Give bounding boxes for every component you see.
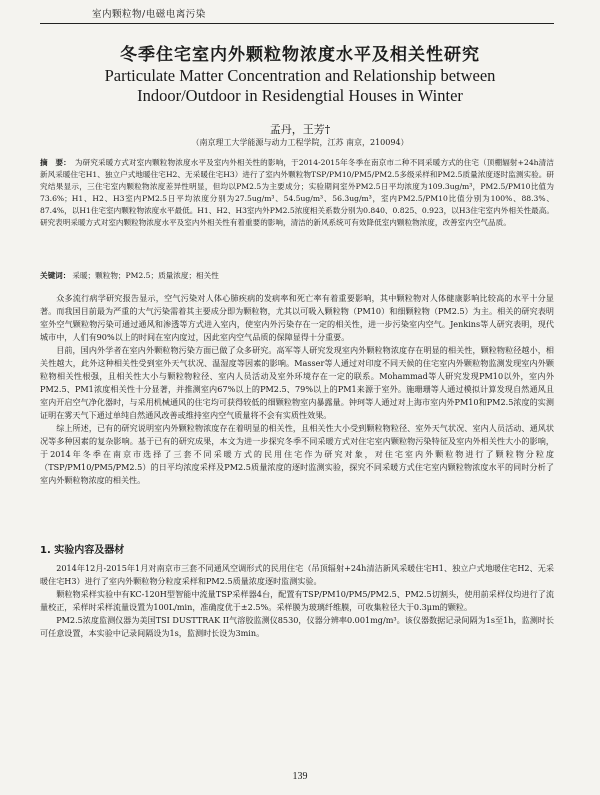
section-paragraph-2: 颗粒物采样实验中有KC-120H型智能中流量TSP采样器4台，配置有TSP/PM10/PM5/PM2.5、PM2.5切割头，使用前采样仪均进行了流量校正，采样时采样流量设置为100L/min，准确度优于±2.5%。采样膜为玻璃纤维膜，可收集粒径大于0.3μm的颗粒。 [40,589,554,612]
header-category: 室内颗粒物/电磁电离污染 [92,9,206,20]
intro-paragraph-2: 目前，国内外学者在室内外颗粒物污染方面已做了众多研究。高军等人研究发现室内外颗粒物浓度存在明显的相关性，颗粒物粒径越小，相关性越大，此外这种相关性受到室外天气状况、温湿度等因素的影响。Masser等人通过对印度不同天候的住宅室内外颗粒物监测发现室内外颗粒物相关性根强，且相关性大小与颗粒物粒径、室内人员活动及室外环境存在一定的联系。Mohammad等人研究发现PM10以外，室内外PM2.5、PM1浓度相关性十分显著，并推测室内67%以上的PM2.5、79%以上的PM1来源于室外。施珊珊等人通过模拟计算发现自然通风且室内开启空气净化器时，与采用机械通风的住宅均可获得较低的细颗粒物室内暴露量。钟珂等人通过对上海市室内外PM10和PM2.5浓度的实测证明在雾天气下通过单纯自然通风改善或维持室内空气质量将不会有实质性效果。 [40,345,554,420]
title-english-line-1: Particulate Matter Concentration and Relationship between [104,66,496,85]
authors: 孟丹，王芳† [269,123,331,136]
page-number: 139 [292,771,308,782]
section-1-body [40,562,554,640]
keywords [40,270,554,281]
title-english [0,66,600,106]
keywords-label: 关键词： [40,271,71,280]
abstract-text: 为研究采暖方式对室内颗粒物浓度水平及室内外相关性的影响，于2014-2015年冬季在南京市二种不同采暖方式的住宅（顶棚辐射+24h清洁新风采暖住宅H1、独立户式地暖住宅H2、无采暖住宅H3）进行了室内外颗粒物TSP/PM10/PM5/PM2.5多级采样和PM2.5质量浓度逐时监测实验。研究结果显示，三住宅室内颗粒物浓度差异性明显，但均以PM2.5为主要成分；实验期间室外PM2.5日平均浓度为109.3ug/m³，PM2.5/PM10比值为73.6%；H1、H2、H3室内PM2.5日平均浓度分别为27.5ug/m³、54.5ug/m³、56.3ug/m³，室内PM2.5/PM10比值分别为100%、88.3%、87.4%，以H1住宅室内颗粒物浓度水平最低。H1、H2、H3室内外PM2.5浓度相关系数分别为0.840、0.825、0.923，以H3住宅室内外相关性最高。研究表明采暖方式对室内颗粒物浓度水平及室内外相关性有着重要的影响，清洁的新风系统可有效降低室内颗粒物浓度，改善室内空气品质。 [40,158,554,228]
title-english-line-2: Indoor/Outdoor in Residengtial Houses in Winter [137,86,463,105]
intro-paragraph-1: 众多流行病学研究报告显示，空气污染对人体心肺疾病的发病率和死亡率有着重要影响，其中颗粒物对人体健康影响比较高的水平十分显著。而我国目前最为严重的大气污染需着其主要成分即为颗粒物，尤其以可吸入颗粒物（PM10）和细颗粒物（PM2.5）为主。相关的研究表明室外空气颗粒物污染可通过通风和渗透等方式进入室内，使室内外污染存在一定的相关性，进一步污染室内空气。Jenkins等人研究表明，现代城市中，人们有90%以上的时间在室内度过，因此室内空气品质的保障显得十分重要。 [40,293,554,342]
intro-paragraph-3: 综上所述，已有的研究说明室内外颗粒物浓度存在着明显的相关性，且相关性大小受到颗粒物粒径、室外天气状况、室内人员活动、通风状况等多种因素的复杂影响。基于已有的研究成果，本文为进一步探究冬季不同采暖方式对住宅室内颗粒物污染特征及室内外相关性大小的影响，于2014年冬季在南京市选择了三套不同采暖方式的民用住宅作为研究对象，对住宅室内外颗粒物进行了颗粒物分粒度（TSP/PM10/PM5/PM2.5）的日平均浓度采样及PM2.5质量浓度的逐时监测实验，探究不同采暖方式住宅室内颗粒物浓度水平的同时分析了室内外颗粒物浓度的相关性。 [40,423,554,485]
running-header [40,6,554,24]
affiliation: （南京理工大学能源与动力工程学院，江苏 南京，210094） [191,138,409,147]
introduction [40,292,554,487]
abstract [40,157,554,230]
keywords-text: 采暖；颗粒物；PM2.5；质量浓度；相关性 [72,271,219,280]
section-heading: 1. 实验内容及器材 [40,545,125,556]
section-paragraph-1: 2014年12月-2015年1月对南京市三套不同通风空调形式的民用住宅（吊顶辐射+24h清洁新风采暖住宅H1、独立户式地暖住宅H2、无采暖住宅H3）进行了室内外颗粒物分粒度采样和PM2.5质量浓度逐时监测实验。 [40,563,554,586]
title-chinese: 冬季住宅室内外颗粒物浓度水平及相关性研究 [120,45,480,65]
section-paragraph-3: PM2.5浓度监测仪器为美国TSI DUSTTRAK II气溶胶监测仪8530，仪器分辨率0.001mg/m³。该仪器数据记录间隔为1s至1h，监测时长可任意设置，本实验中记录间隔设为1s，监测时长设为3min。 [40,615,554,638]
abstract-label: 摘 要： [40,158,71,167]
